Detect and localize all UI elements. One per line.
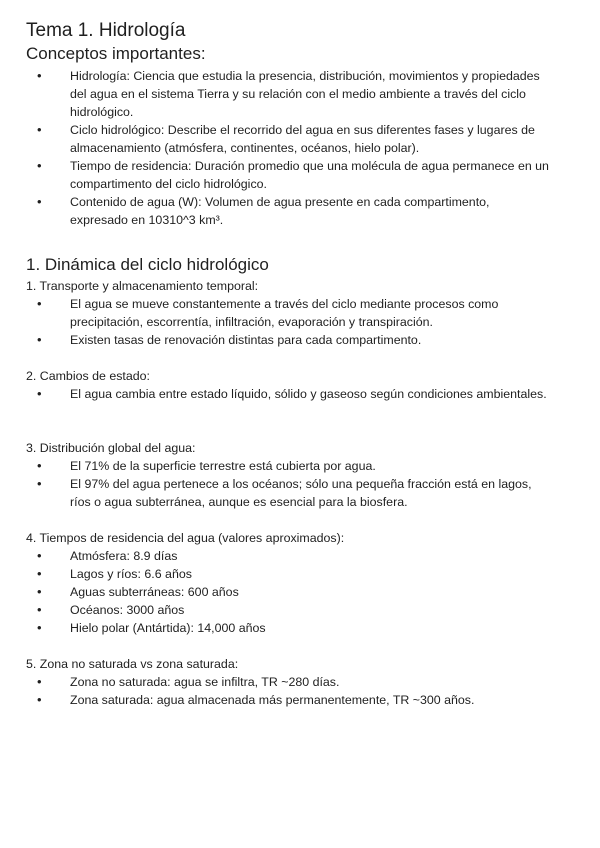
- bullet-icon: •: [37, 458, 42, 473]
- list-item: • Hielo polar (Antártida): 14,000 años: [37, 620, 266, 635]
- list-item: • Atmósfera: 8.9 días: [37, 548, 178, 563]
- subsection-list: [0, 457, 600, 511]
- subsection-heading: 2. Cambios de estado:: [26, 369, 150, 383]
- bullet-icon: •: [37, 620, 42, 635]
- subsection-list: [0, 295, 600, 349]
- bullet-icon: •: [37, 674, 42, 689]
- subsection-list: [0, 385, 600, 403]
- list-item: • Hidrología: Ciencia que estudia la presencia, distribución, movimientos y propiedades del agua en el sistema Tierra y su relación con el medio ambiente a través del ciclo hidrológico.: [37, 68, 540, 119]
- list-item: • Aguas subterráneas: 600 años: [37, 584, 239, 599]
- list-item: • Zona no saturada: agua se infiltra, TR ~280 días.: [37, 674, 340, 689]
- list-item: • El agua cambia entre estado líquido, sólido y gaseoso según condiciones ambientales.: [37, 386, 547, 401]
- list-item: • Tiempo de residencia: Duración promedio que una molécula de agua permanece en un compartimento del ciclo hidrológico.: [37, 158, 549, 191]
- list-item: • El agua se mueve constantemente a través del ciclo mediante procesos como precipitación, escorrentía, infiltración, evaporación y transpiración.: [37, 296, 499, 329]
- bullet-icon: •: [37, 332, 42, 347]
- list-item: • El 71% de la superficie terrestre está cubierta por agua.: [37, 458, 376, 473]
- subsection-heading: 4. Tiempos de residencia del agua (valores aproximados):: [26, 531, 345, 545]
- bullet-icon: •: [37, 296, 42, 311]
- bullet-icon: •: [37, 584, 42, 599]
- conceptos-list: [0, 67, 600, 229]
- list-item: • El 97% del agua pertenece a los océanos; sólo una pequeña fracción está en lagos, ríos o agua subterránea, aunque es esencial para la biosfera.: [37, 476, 532, 509]
- list-item: • Contenido de agua (W): Volumen de agua presente en cada compartimento, expresado en 10310^3 km³.: [37, 194, 490, 227]
- conceptos-heading: Conceptos importantes:: [26, 44, 206, 63]
- bullet-icon: •: [37, 386, 42, 401]
- bullet-icon: •: [37, 158, 42, 173]
- list-item: • Océanos: 3000 años: [37, 602, 185, 617]
- page-title: Tema 1. Hidrología: [26, 20, 186, 41]
- bullet-icon: •: [37, 68, 42, 83]
- bullet-icon: •: [37, 476, 42, 491]
- subsection-heading: 3. Distribución global del agua:: [26, 441, 196, 455]
- list-item: • Ciclo hidrológico: Describe el recorrido del agua en sus diferentes fases y lugares de almacenamiento (atmósfera, continentes, océanos, hielo polar).: [37, 122, 535, 155]
- subsection-heading: 1. Transporte y almacenamiento temporal:: [26, 279, 259, 293]
- subsection-heading: 5. Zona no saturada vs zona saturada:: [26, 657, 239, 671]
- section-heading: 1. Dinámica del ciclo hidrológico: [26, 255, 269, 274]
- bullet-icon: •: [37, 692, 42, 707]
- bullet-icon: •: [37, 566, 42, 581]
- bullet-icon: •: [37, 602, 42, 617]
- list-item: • Existen tasas de renovación distintas para cada compartimento.: [37, 332, 422, 347]
- list-item: • Lagos y ríos: 6.6 años: [37, 566, 192, 581]
- bullet-icon: •: [37, 548, 42, 563]
- subsection-list: [0, 547, 600, 637]
- bullet-icon: •: [37, 194, 42, 209]
- subsection-list: [0, 673, 600, 709]
- list-item: • Zona saturada: agua almacenada más permanentemente, TR ~300 años.: [37, 692, 475, 707]
- bullet-icon: •: [37, 122, 42, 137]
